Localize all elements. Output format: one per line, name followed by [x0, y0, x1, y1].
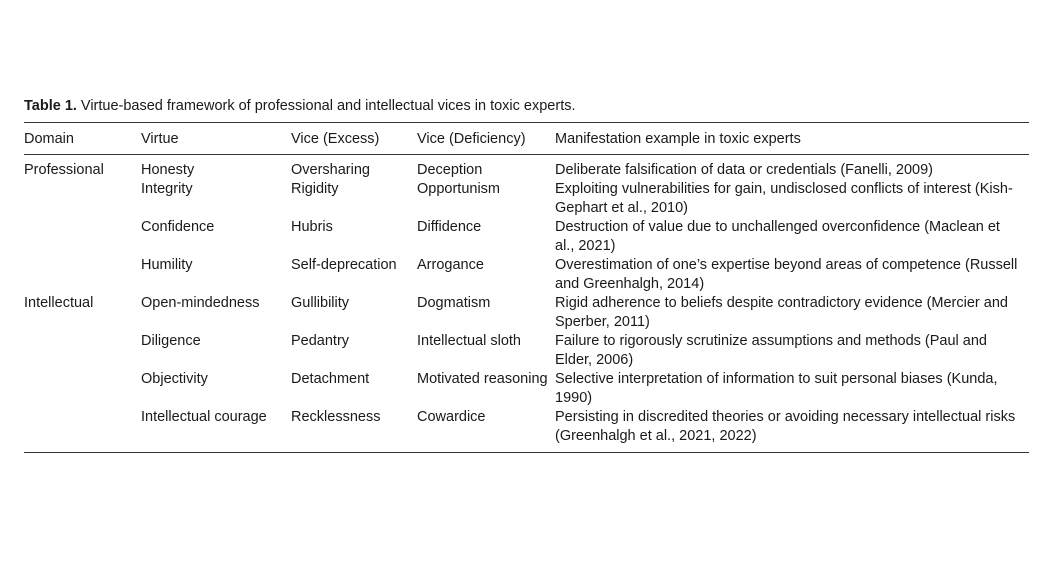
cell-virtue: Confidence — [141, 219, 215, 235]
cell-vice-excess: Detachment — [291, 371, 370, 387]
header-domain: Domain — [24, 123, 141, 155]
table-row — [24, 154, 1029, 180]
table-header — [24, 123, 1029, 155]
cell-domain — [24, 256, 141, 294]
cell-vice-excess: Oversharing — [291, 161, 370, 178]
cell-manifestation: Deliberate falsification of data or credentials (Fanelli, 2009) — [555, 161, 934, 178]
header-vice-deficiency: Vice (Deficiency) — [417, 123, 555, 155]
table-caption — [24, 96, 1029, 116]
header-row — [24, 123, 1029, 155]
cell-vice-excess: Self-deprecation — [291, 257, 397, 273]
cell-vice-deficiency: Opportunism — [417, 181, 501, 197]
cell-vice-deficiency: Arrogance — [417, 257, 484, 273]
virtue-vice-table — [24, 122, 1029, 453]
cell-virtue: Intellectual courage — [141, 409, 267, 425]
cell-manifestation: Persisting in discredited theories or avoiding necessary intellectual risks (Greenhalgh et al., 2021, 2022) — [555, 409, 1016, 444]
cell-domain: Professional — [24, 161, 104, 178]
cell-vice-excess: Hubris — [291, 219, 333, 235]
cell-manifestation: Rigid adherence to beliefs despite contradictory evidence (Mercier and Sperber, 2011) — [555, 295, 1008, 330]
cell-domain: Intellectual — [24, 295, 94, 311]
cell-vice-excess: Recklessness — [291, 409, 381, 425]
cell-virtue: Honesty — [141, 161, 195, 178]
cell-manifestation: Failure to rigorously scrutinize assumptions and methods (Paul and Elder, 2006) — [555, 333, 987, 368]
table-row — [24, 370, 1029, 408]
cell-domain — [24, 180, 141, 218]
header-manifestation: Manifestation example in toxic experts — [555, 123, 1029, 155]
cell-virtue: Open-mindedness — [141, 295, 260, 311]
table-row — [24, 332, 1029, 370]
cell-manifestation: Exploiting vulnerabilities for gain, undisclosed conflicts of interest (Kish-Gephart et al., 2010) — [555, 181, 1013, 216]
table-row — [24, 256, 1029, 294]
table-caption-label: Table 1. — [24, 98, 77, 114]
cell-domain — [24, 332, 141, 370]
cell-virtue: Diligence — [141, 333, 201, 349]
cell-virtue: Objectivity — [141, 371, 208, 387]
cell-vice-deficiency: Intellectual sloth — [417, 333, 521, 349]
cell-manifestation: Overestimation of one’s expertise beyond areas of competence (Russell and Greenhalgh, 2014) — [555, 257, 1018, 292]
cell-virtue: Humility — [141, 257, 193, 273]
cell-vice-deficiency: Cowardice — [417, 409, 486, 425]
cell-domain — [24, 408, 141, 453]
cell-domain — [24, 218, 141, 256]
header-vice-excess: Vice (Excess) — [291, 123, 417, 155]
table-row — [24, 218, 1029, 256]
cell-vice-deficiency: Motivated reasoning — [417, 371, 548, 387]
cell-manifestation: Selective interpretation of information to suit personal biases (Kunda, 1990) — [555, 371, 998, 406]
cell-vice-deficiency: Deception — [417, 161, 483, 178]
table-row — [24, 180, 1029, 218]
table-caption-text: Virtue-based framework of professional and intellectual vices in toxic experts. — [80, 98, 576, 114]
cell-vice-deficiency: Diffidence — [417, 219, 482, 235]
cell-vice-excess: Rigidity — [291, 181, 339, 197]
cell-domain — [24, 370, 141, 408]
table-body — [24, 154, 1029, 453]
cell-vice-excess: Pedantry — [291, 333, 350, 349]
cell-vice-excess: Gullibility — [291, 295, 350, 311]
cell-manifestation: Destruction of value due to unchallenged overconfidence (Maclean et al., 2021) — [555, 219, 1000, 254]
cell-vice-deficiency: Dogmatism — [417, 295, 491, 311]
table-container — [24, 96, 1029, 453]
table-row — [24, 408, 1029, 453]
table-row — [24, 294, 1029, 332]
header-virtue: Virtue — [141, 123, 291, 155]
cell-virtue: Integrity — [141, 181, 193, 197]
